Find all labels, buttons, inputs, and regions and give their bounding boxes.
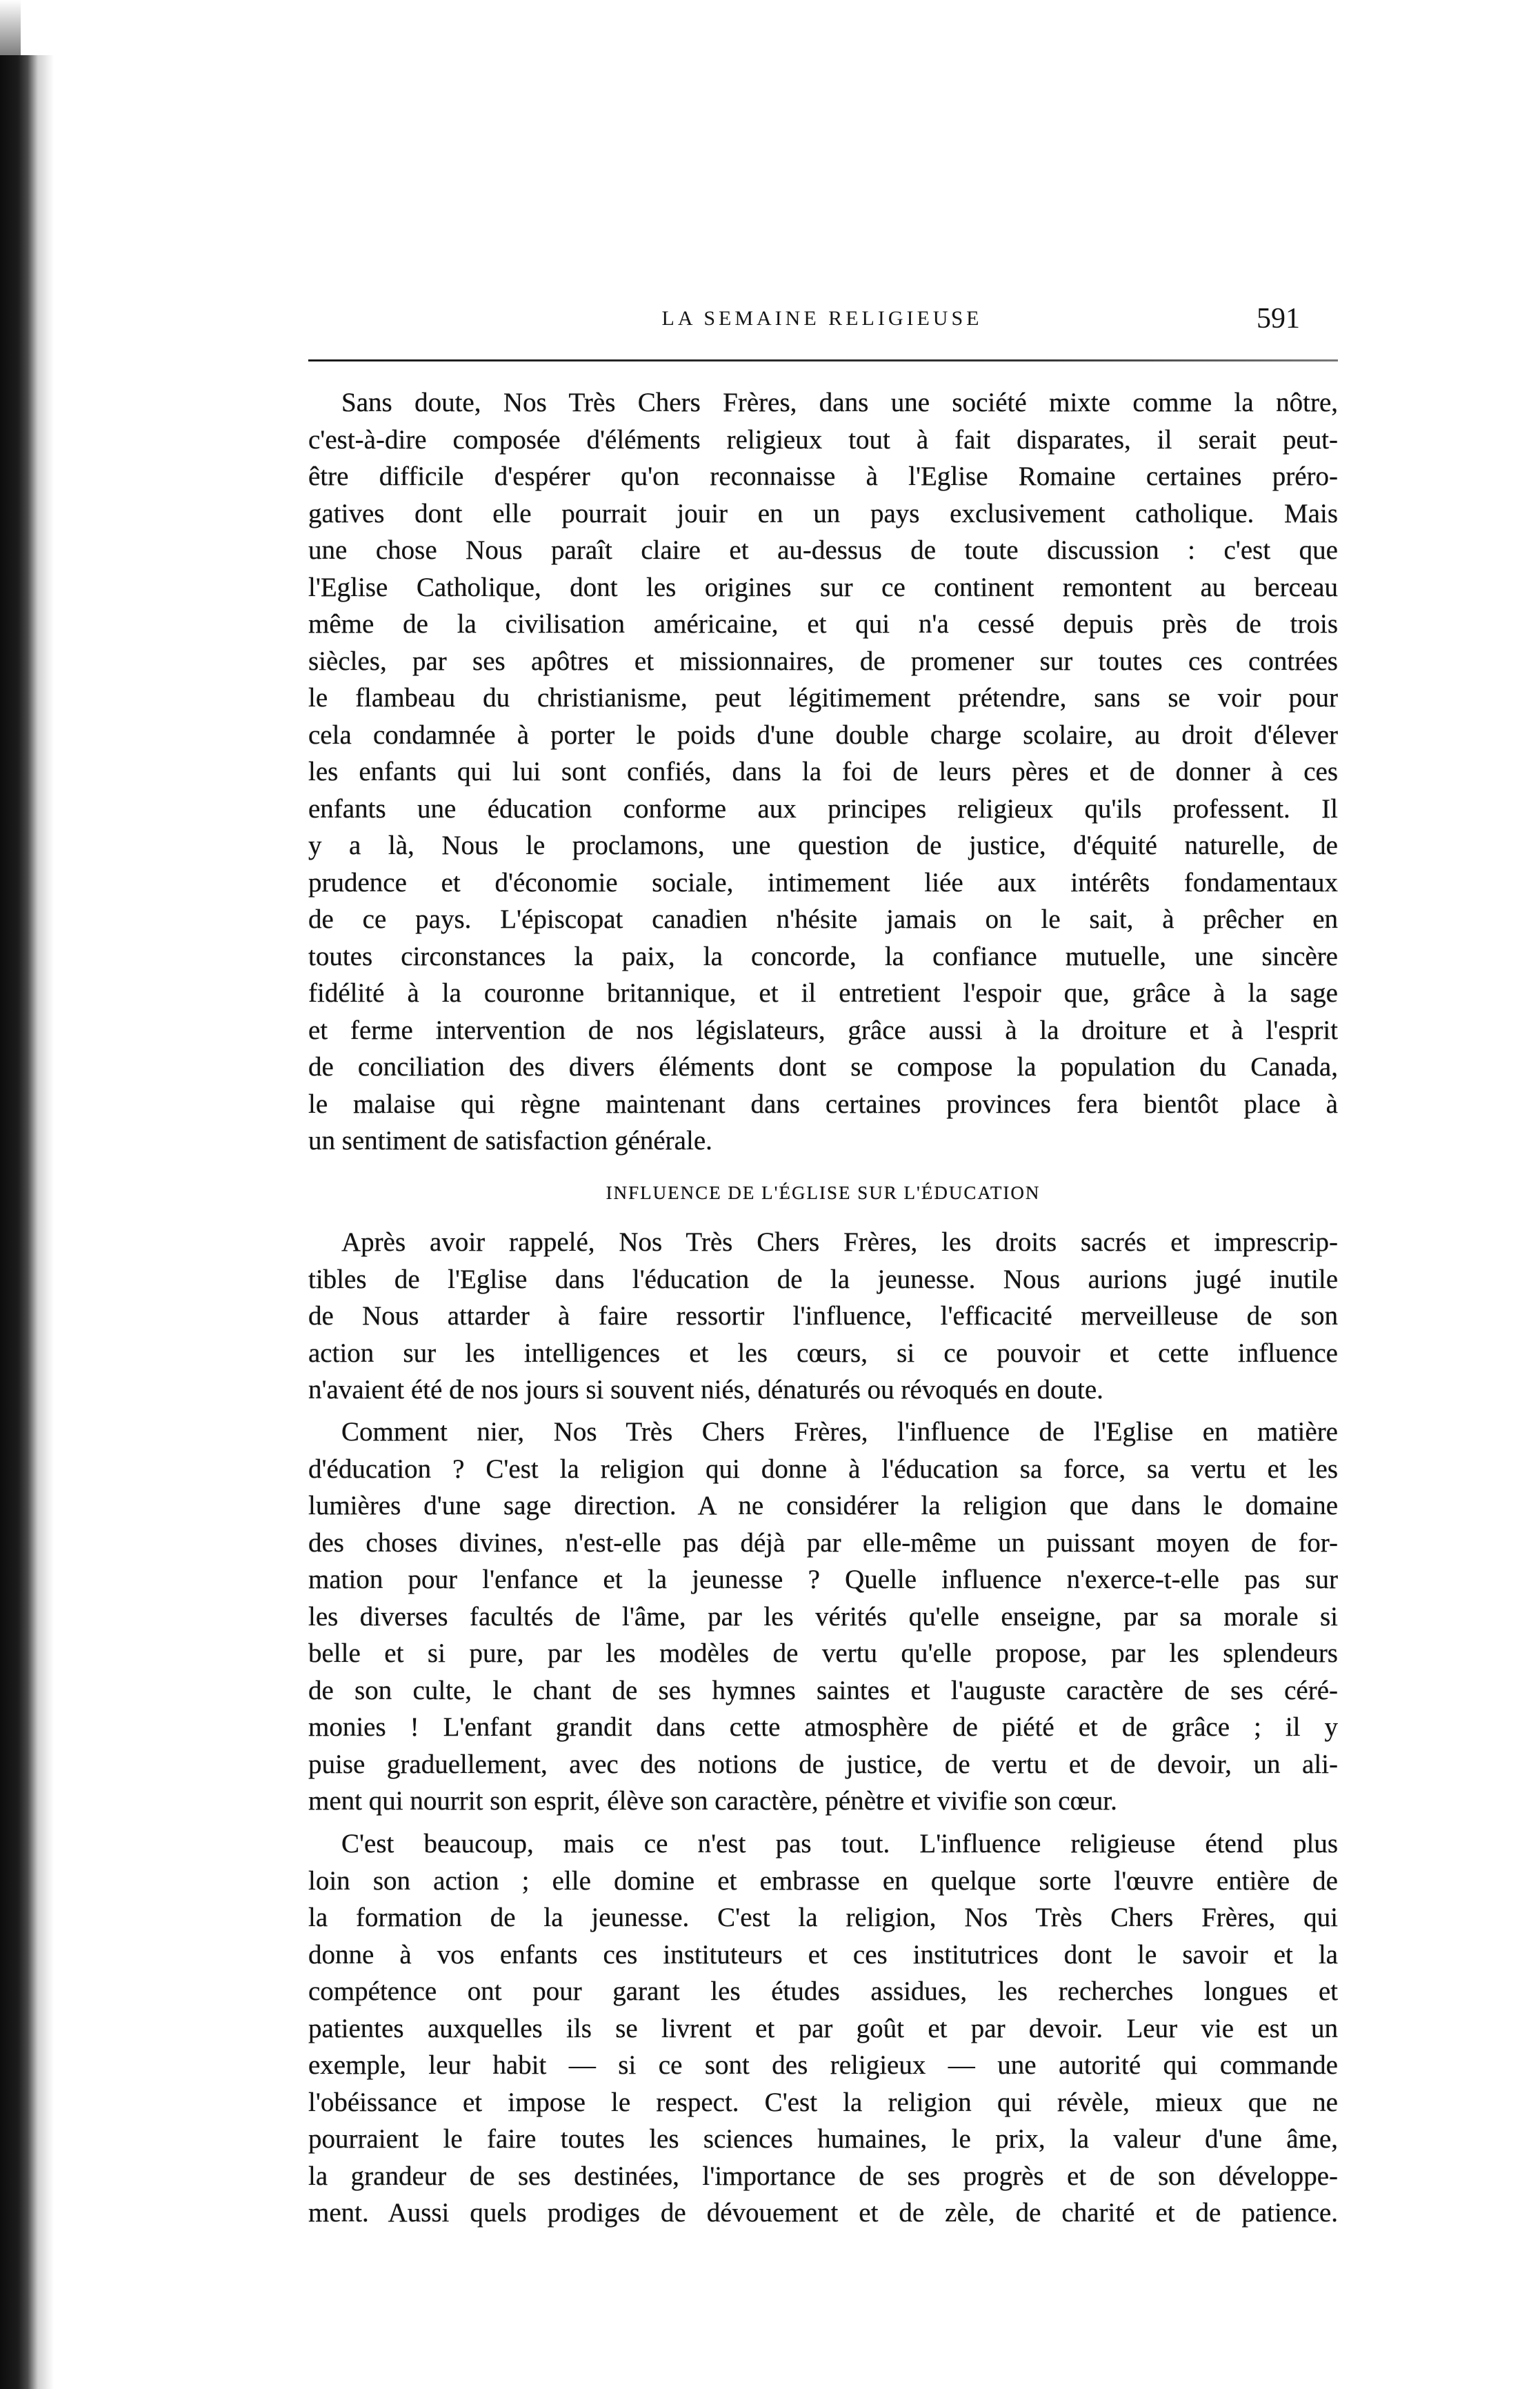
text-line: action sur les intelligences et les cœurs, si ce pouvoir et cette influence	[308, 1338, 1338, 1368]
text-line: la formation de la jeunesse. C'est la religion, Nos Très Chers Frères, qui	[308, 1903, 1338, 1932]
text-line: C'est beaucoup, mais ce n'est pas tout. L'influence religieuse étend plus	[341, 1829, 1338, 1858]
text-line: Sans doute, Nos Très Chers Frères, dans une société mixte comme la nôtre,	[341, 388, 1338, 417]
paragraph	[308, 1414, 1338, 1820]
section-heading: INFLUENCE DE L'ÉGLISE SUR L'ÉDUCATION	[606, 1182, 1041, 1203]
text-line: patientes auxquelles ils se livrent et par goût et par devoir. Leur vie est un	[308, 2013, 1338, 2043]
scan-edge-shadow	[0, 55, 55, 2389]
running-title: LA SEMAINE RELIGIEUSE	[661, 307, 983, 330]
text-line: même de la civilisation américaine, et qui n'a cessé depuis près de trois	[308, 609, 1338, 639]
text-line: les diverses facultés de l'âme, par les vérités qu'elle enseigne, par sa morale si	[308, 1601, 1338, 1632]
text-line: de ce pays. L'épiscopat canadien n'hésite jamais on le sait, à prêcher en	[308, 904, 1338, 934]
text-line: être difficile d'espérer qu'on reconnaisse à l'Eglise Romaine certaines préro-	[308, 462, 1338, 491]
text-line: et ferme intervention de nos législateurs, grâce aussi à la droiture et à l'esprit	[308, 1015, 1338, 1045]
text-line: pourraient le faire toutes les sciences humaines, le prix, la valeur d'une âme,	[308, 2124, 1338, 2154]
text-line: une chose Nous paraît claire et au-dessus de toute discussion : c'est que	[308, 535, 1338, 565]
text-line: Comment nier, Nos Très Chers Frères, l'influence de l'Eglise en matière	[341, 1417, 1338, 1447]
text-line: d'éducation ? C'est la religion qui donne à l'éducation sa force, sa vertu et les	[308, 1454, 1338, 1484]
text-line: la grandeur de ses destinées, l'importance de ses progrès et de son développe-	[308, 2161, 1338, 2191]
text-line: le flambeau du christianisme, peut légitimement prétendre, sans se voir pour	[308, 683, 1338, 713]
text-line: l'Eglise Catholique, dont les origines sur ce continent remontent au berceau	[308, 572, 1338, 602]
text-line: Après avoir rappelé, Nos Très Chers Frères, les droits sacrés et imprescrip-	[341, 1227, 1338, 1257]
text-line: des choses divines, n'est-elle pas déjà par elle-même un puissant moyen de for-	[308, 1527, 1338, 1558]
text-line: mation pour l'enfance et la jeunesse ? Quelle influence n'exerce-t-elle pas sur	[308, 1565, 1338, 1594]
text-line: prudence et d'économie sociale, intimement liée aux intérêts fondamentaux	[308, 867, 1338, 898]
text-line: les enfants qui lui sont confiés, dans la foi de leurs pères et de donner à ces	[308, 757, 1338, 786]
text-line: un sentiment de satisfaction générale.	[308, 1126, 712, 1156]
text-line: c'est-à-dire composée d'éléments religieux tout à fait disparates, il serait peut-	[308, 424, 1338, 455]
text-line: enfants une éducation conforme aux principes religieux qu'ils professent. Il	[308, 793, 1338, 824]
text-line: ment qui nourrit son esprit, élève son caractère, pénètre et vivifie son cœur.	[308, 1786, 1117, 1816]
paragraph	[308, 384, 1338, 1160]
text-line: de Nous attarder à faire ressortir l'influence, l'efficacité merveilleuse de son	[308, 1301, 1338, 1331]
text-line: de son culte, le chant de ses hymnes saintes et l'auguste caractère de ses céré-	[308, 1675, 1338, 1705]
text-line: gatives dont elle pourrait jouir en un pays exclusivement catholique. Mais	[308, 498, 1338, 528]
text-line: fidélité à la couronne britannique, et il entretient l'espoir que, grâce à la sage	[308, 978, 1338, 1008]
text-line: puise graduellement, avec des notions de justice, de vertu et de devoir, un ali-	[308, 1749, 1338, 1779]
text-line: siècles, par ses apôtres et missionnaires, de promener sur toutes ces contrées	[308, 646, 1338, 676]
text-line: le malaise qui règne maintenant dans certaines provinces fera bientôt place à	[308, 1089, 1338, 1119]
text-line: donne à vos enfants ces instituteurs et ces institutrices dont le savoir et la	[308, 1939, 1338, 1970]
text-line: ment. Aussi quels prodiges de dévouement et de zèle, de charité et de patience.	[308, 2198, 1338, 2228]
text-line: lumières d'une sage direction. A ne considérer la religion que dans le domaine	[308, 1491, 1338, 1520]
text-line: belle et si pure, par les modèles de vertu qu'elle propose, par les splendeurs	[308, 1638, 1338, 1668]
text-line: n'avaient été de nos jours si souvent niés, dénaturés ou révoqués en doute.	[308, 1375, 1103, 1405]
text-line: monies ! L'enfant grandit dans cette atmosphère de piété et de grâce ; il y	[308, 1712, 1338, 1742]
page-number: 591	[1257, 303, 1300, 335]
paragraph	[308, 1224, 1338, 1409]
scan-edge-shadow-top	[0, 0, 21, 55]
text-line: loin son action ; elle domine et embrasse en quelque sorte l'œuvre entière de	[308, 1865, 1338, 1896]
text-line: compétence ont pour garant les études assidues, les recherches longues et	[308, 1976, 1338, 2006]
paragraph	[308, 1825, 1338, 2232]
text-line: exemple, leur habit — si ce sont des religieux — une autorité qui commande	[308, 2050, 1338, 2080]
header-rule	[308, 359, 1338, 361]
text-line: y a là, Nous le proclamons, une question de justice, d'équité naturelle, de	[308, 831, 1338, 860]
text-line: l'obéissance et impose le respect. C'est la religion qui révèle, mieux que ne	[308, 2087, 1338, 2117]
text-line: de conciliation des divers éléments dont se compose la population du Canada,	[308, 1052, 1338, 1082]
text-line: cela condamnée à porter le poids d'une double charge scolaire, au droit d'élever	[308, 720, 1338, 750]
text-line: toutes circonstances la paix, la concorde, la confiance mutuelle, une sincère	[308, 941, 1338, 971]
text-line: tibles de l'Eglise dans l'éducation de la jeunesse. Nous aurions jugé inutile	[308, 1264, 1338, 1294]
